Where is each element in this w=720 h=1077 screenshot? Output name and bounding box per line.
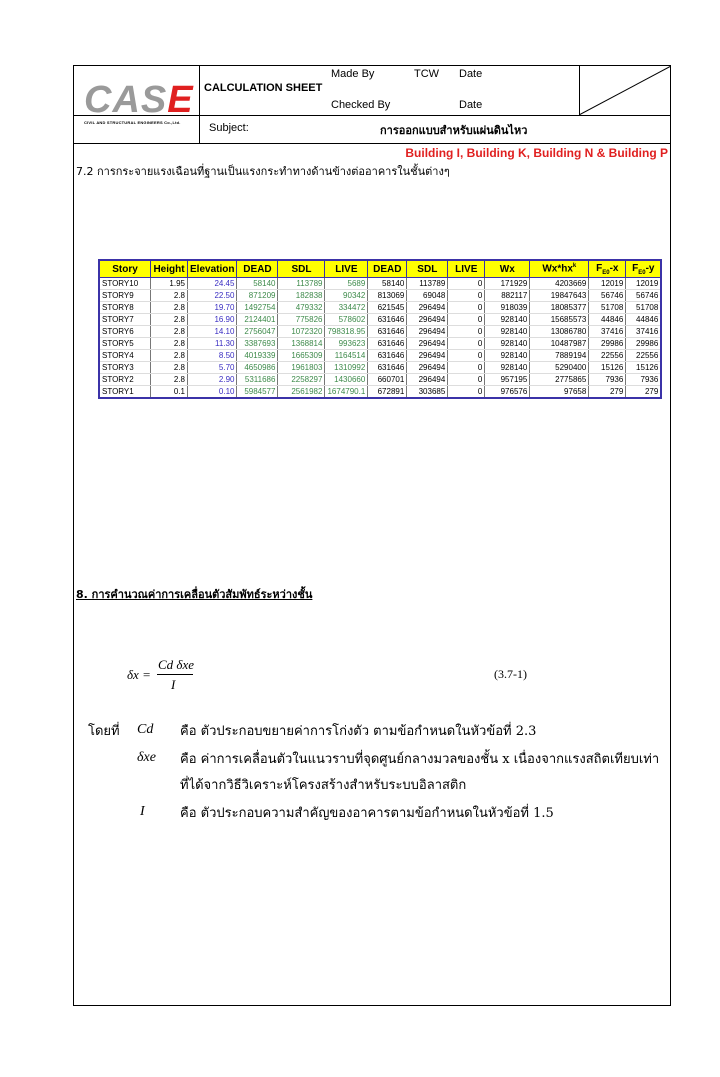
cell-fe-x: 15126 [589, 362, 626, 374]
cell-story: STORY2 [99, 374, 151, 386]
col-elevation: Elevation [188, 260, 237, 278]
cell-sdl-1: 775826 [278, 314, 325, 326]
cell-dead-1: 3387693 [237, 338, 278, 350]
cell-wx: 928140 [485, 314, 530, 326]
cell-live-1: 90342 [325, 290, 368, 302]
cell-live-1: 798318.95 [325, 326, 368, 338]
cell-dead-2: 621545 [368, 302, 407, 314]
cell-height: 2.8 [151, 290, 188, 302]
cell-story: STORY5 [99, 338, 151, 350]
cell-dead-2: 660701 [368, 374, 407, 386]
cell-sdl-1: 113789 [278, 278, 325, 290]
col-story: Story [99, 260, 151, 278]
col-wx-hx: $Wx*hx^k$ [530, 260, 589, 278]
col-sdl-1: SDL [278, 260, 325, 278]
table-header-row [99, 260, 661, 278]
cell-dead-2: 631646 [368, 338, 407, 350]
cell-dead-1: 5311686 [237, 374, 278, 386]
cell-fe-y: 15126 [626, 362, 662, 374]
cell-sdl-1: 1665309 [278, 350, 325, 362]
diagonal-stamp-box [579, 66, 671, 115]
cell-dead-2: 813069 [368, 290, 407, 302]
cell-dead-2: 631646 [368, 314, 407, 326]
table-row [99, 350, 661, 362]
cell-story: STORY4 [99, 350, 151, 362]
checked-by-label: Checked By [331, 99, 391, 111]
table-row [99, 386, 661, 399]
cell-story: STORY6 [99, 326, 151, 338]
table-row [99, 278, 661, 290]
cell-elevation: 8.50 [188, 350, 237, 362]
cell-fe-x: 37416 [589, 326, 626, 338]
cell-dead-2: 631646 [368, 350, 407, 362]
story-force-table [98, 259, 662, 399]
cell-live-1: 5689 [325, 278, 368, 290]
cell-sdl-2: 296494 [407, 314, 448, 326]
cell-elevation: 14.10 [188, 326, 237, 338]
formula-lhs: δx = [127, 667, 151, 682]
buildings-note: Building I, Building K, Building N & Building P [405, 146, 668, 160]
calculation-sheet [73, 65, 671, 1006]
cd-symbol: Cd [137, 722, 154, 737]
cell-dead-2: 631646 [368, 362, 407, 374]
cell-wx: 882117 [485, 290, 530, 302]
cell-sdl-2: 113789 [407, 278, 448, 290]
cell-live-2: 0 [448, 302, 485, 314]
made-date-label: Date [459, 68, 483, 80]
table-row [99, 314, 661, 326]
logo-text-main: CAS [84, 79, 168, 121]
made-by-value: TCW [414, 68, 440, 80]
cell-dead-1: 2756047 [237, 326, 278, 338]
cell-height: 2.8 [151, 350, 188, 362]
col-height: Height [151, 260, 188, 278]
cell-wx: 928140 [485, 326, 530, 338]
cell-sdl-2: 296494 [407, 350, 448, 362]
cell-sdl-2: 296494 [407, 338, 448, 350]
checked-date-label: Date [459, 99, 483, 111]
cell-sdl-2: 303685 [407, 386, 448, 399]
cell-fe-y: 7936 [626, 374, 662, 386]
cell-fe-y: 37416 [626, 326, 662, 338]
cell-fe-x: 22556 [589, 350, 626, 362]
cell-sdl-2: 296494 [407, 326, 448, 338]
subject-label: Subject: [209, 122, 249, 134]
cell-fe-y: 12019 [626, 278, 662, 290]
cell-dead-2: 672891 [368, 386, 407, 399]
cell-wx: 928140 [485, 362, 530, 374]
cell-sdl-1: 182838 [278, 290, 325, 302]
cell-wx-hx: 10487987 [530, 338, 589, 350]
formula-denominator: I [171, 677, 176, 692]
cell-elevation: 11.30 [188, 338, 237, 350]
where-label: โดยที่ [88, 724, 120, 739]
table-row [99, 326, 661, 338]
sheet-title: CALCULATION SHEET [204, 82, 323, 94]
cell-elevation: 16.90 [188, 314, 237, 326]
col-fe-x: $F_{E0}-x$ [589, 260, 626, 278]
made-by-label: Made By [331, 68, 375, 80]
cell-story: STORY9 [99, 290, 151, 302]
cell-wx-hx: 4203669 [530, 278, 589, 290]
cell-live-2: 0 [448, 338, 485, 350]
section-7-2-title: 7.2 การกระจายแรงเฉือนที่ฐานเป็นแรงกระทำทางด้านข้างต่ออาคารในชั้นต่างๆ [76, 165, 450, 178]
cell-wx: 171929 [485, 278, 530, 290]
cell-sdl-2: 69048 [407, 290, 448, 302]
table-row [99, 374, 661, 386]
cell-fe-x: 29986 [589, 338, 626, 350]
cell-live-2: 0 [448, 386, 485, 399]
cell-wx-hx: 2775865 [530, 374, 589, 386]
logo-divider [199, 66, 200, 144]
dxe-definition-line1: คือ ค่าการเคลื่อนตัวในแนวราบที่จุดศูนย์กลางมวลของชั้น x เนื่องจากแรงสถิตเทียบเท่า [180, 752, 660, 767]
cell-elevation: 24.45 [188, 278, 237, 290]
table-row [99, 362, 661, 374]
cell-height: 2.8 [151, 338, 188, 350]
i-symbol: I [140, 804, 145, 819]
cell-wx-hx: 5290400 [530, 362, 589, 374]
equation-number: (3.7-1) [494, 667, 527, 681]
cell-dead-1: 2124401 [237, 314, 278, 326]
col-dead-2: DEAD [368, 260, 407, 278]
cell-wx-hx: 18085377 [530, 302, 589, 314]
cell-live-1: 1674790.1 [325, 386, 368, 399]
cell-wx-hx: 97658 [530, 386, 589, 399]
cell-sdl-2: 296494 [407, 374, 448, 386]
i-definition: คือ ตัวประกอบความสำคัญของอาคารตามข้อกำหนดในหัวข้อที่ 1.5 [180, 806, 554, 821]
company-logo [84, 81, 196, 126]
cell-dead-1: 4650986 [237, 362, 278, 374]
cell-live-2: 0 [448, 350, 485, 362]
cell-live-2: 0 [448, 314, 485, 326]
cell-sdl-1: 479332 [278, 302, 325, 314]
cell-live-1: 1164514 [325, 350, 368, 362]
cell-fe-y: 29986 [626, 338, 662, 350]
cell-fe-y: 56746 [626, 290, 662, 302]
cell-wx: 918039 [485, 302, 530, 314]
cell-sdl-1: 1072320 [278, 326, 325, 338]
subject-divider [74, 143, 670, 144]
cell-wx: 976576 [485, 386, 530, 399]
section-8-title: 8. การคำนวณค่าการเคลื่อนตัวสัมพัทธ์ระหว่างชั้น [76, 588, 313, 601]
cell-elevation: 19.70 [188, 302, 237, 314]
col-live-2: LIVE [448, 260, 485, 278]
cell-wx-hx: 13086780 [530, 326, 589, 338]
cell-dead-1: 5984577 [237, 386, 278, 399]
cell-fe-x: 12019 [589, 278, 626, 290]
cell-dead-2: 631646 [368, 326, 407, 338]
cell-live-1: 1310992 [325, 362, 368, 374]
cell-dead-1: 58140 [237, 278, 278, 290]
cell-live-2: 0 [448, 374, 485, 386]
cell-fe-x: 44846 [589, 314, 626, 326]
cell-height: 0.1 [151, 386, 188, 399]
cell-sdl-1: 2561982 [278, 386, 325, 399]
cell-fe-y: 279 [626, 386, 662, 399]
cell-live-2: 0 [448, 278, 485, 290]
cell-sdl-1: 1368814 [278, 338, 325, 350]
cell-live-1: 334472 [325, 302, 368, 314]
cell-height: 2.8 [151, 362, 188, 374]
cell-elevation: 2.90 [188, 374, 237, 386]
cell-fe-x: 56746 [589, 290, 626, 302]
cell-fe-x: 279 [589, 386, 626, 399]
cell-dead-1: 1492754 [237, 302, 278, 314]
cell-story: STORY10 [99, 278, 151, 290]
cell-elevation: 22.50 [188, 290, 237, 302]
cell-dead-1: 4019339 [237, 350, 278, 362]
cell-story: STORY8 [99, 302, 151, 314]
cell-dead-2: 58140 [368, 278, 407, 290]
col-live-1: LIVE [325, 260, 368, 278]
cell-story: STORY1 [99, 386, 151, 399]
cell-elevation: 5.70 [188, 362, 237, 374]
formula-numerator: Cd δxe [158, 657, 195, 672]
cell-story: STORY7 [99, 314, 151, 326]
cell-elevation: 0.10 [188, 386, 237, 399]
logo-text-e: E [167, 79, 194, 121]
cell-sdl-2: 296494 [407, 302, 448, 314]
cell-live-1: 1430660 [325, 374, 368, 386]
table-row [99, 338, 661, 350]
cell-fe-x: 7936 [589, 374, 626, 386]
cell-wx: 928140 [485, 350, 530, 362]
cell-fe-y: 51708 [626, 302, 662, 314]
cell-live-2: 0 [448, 326, 485, 338]
cell-story: STORY3 [99, 362, 151, 374]
table-row [99, 290, 661, 302]
cell-wx: 957195 [485, 374, 530, 386]
cell-fe-y: 22556 [626, 350, 662, 362]
cd-definition: คือ ตัวประกอบขยายค่าการโก่งตัว ตามข้อกำหนดในหัวข้อที่ 2.3 [180, 724, 537, 739]
dxe-definition-line2: ที่ได้จากวิธีวิเคราะห์โครงสร้างสำหรับระบบอิลาสติก [180, 778, 467, 793]
cell-wx-hx: 7889194 [530, 350, 589, 362]
dxe-symbol: δxe [137, 750, 156, 765]
cell-height: 2.8 [151, 302, 188, 314]
cell-wx-hx: 19847643 [530, 290, 589, 302]
cell-height: 1.95 [151, 278, 188, 290]
cell-fe-y: 44846 [626, 314, 662, 326]
logo-subtitle: CIVIL AND STRUCTURAL ENGINEERS Co.,Ltd. [84, 120, 181, 125]
fraction-bar [157, 674, 193, 675]
cell-sdl-1: 1961803 [278, 362, 325, 374]
cell-height: 2.8 [151, 374, 188, 386]
table-row [99, 302, 661, 314]
cell-height: 2.8 [151, 326, 188, 338]
cell-wx-hx: 15685573 [530, 314, 589, 326]
subject-value: การออกแบบสำหรับแผ่นดินไหว [380, 124, 528, 137]
col-sdl-2: SDL [407, 260, 448, 278]
cell-sdl-2: 296494 [407, 362, 448, 374]
cell-dead-1: 871209 [237, 290, 278, 302]
cell-live-2: 0 [448, 362, 485, 374]
cell-live-1: 993623 [325, 338, 368, 350]
cell-wx: 928140 [485, 338, 530, 350]
col-fe-y: $F_{E0}-y$ [626, 260, 662, 278]
cell-height: 2.8 [151, 314, 188, 326]
cell-live-1: 578602 [325, 314, 368, 326]
col-wx: Wx [485, 260, 530, 278]
cell-fe-x: 51708 [589, 302, 626, 314]
col-dead-1: DEAD [237, 260, 278, 278]
cell-sdl-1: 2258297 [278, 374, 325, 386]
cell-live-2: 0 [448, 290, 485, 302]
